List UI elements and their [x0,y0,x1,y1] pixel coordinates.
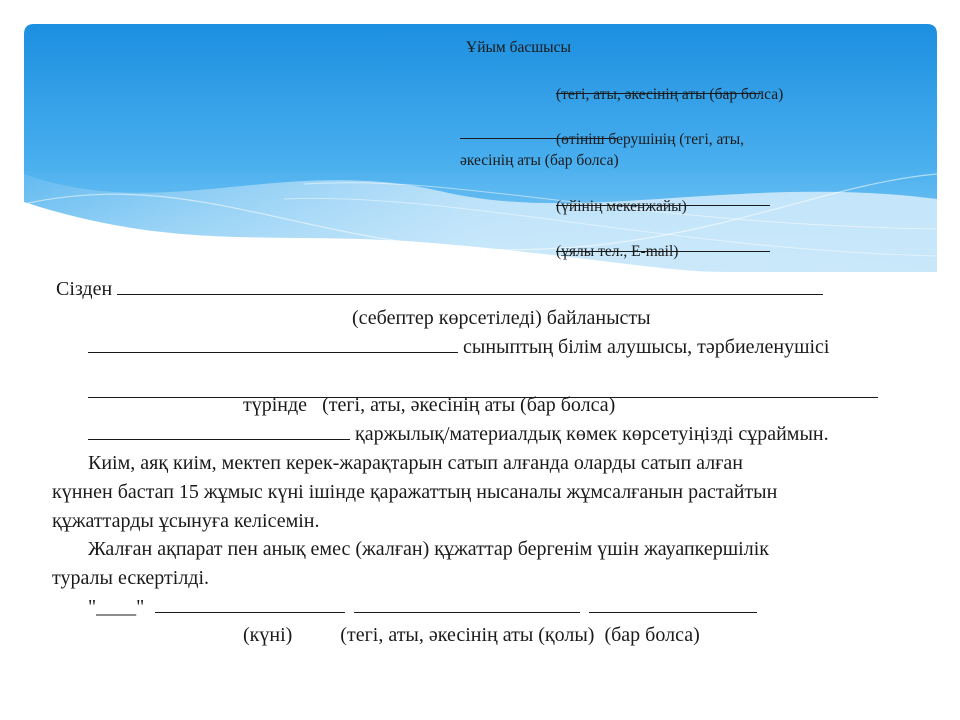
aid-blank [88,438,350,440]
aid-request: қаржылық/материалдық көмек көрсетуіңізді сұраймын. [355,423,829,445]
paragraph2-line2: туралы ескертілді. [52,567,210,589]
paragraph1-line3: құжаттарды ұсынуға келісемін. [52,510,320,532]
signer-name-caption: (тегі, аты, әкесінің аты (қолы) (бар болса) [340,624,700,646]
body-line6 [88,423,829,446]
applicant-caption-line2: әкесінің аты (бар болса) [460,152,619,169]
body-line1 [56,278,823,301]
turinde-label: түрінде [243,394,308,416]
class-blank [88,351,458,353]
contact-caption: (ұялы тел., E-mail) [556,243,679,260]
student-name-caption: (тегі, аты, әкесінің аты (бар болса) [322,394,616,416]
reason-caption: (себептер көрсетіледі) байланысты [352,307,651,329]
recipient-name-caption: (тегі, аты, әкесінің аты (бар болса) [556,86,784,103]
paragraph2-line1: Жалған ақпарат пен анық емес (жалған) құжаттар бергенім үшін жауапкершілік [88,538,769,560]
header-banner [24,24,937,272]
wave-background [24,24,937,272]
date-blank [155,611,345,613]
paragraph1-line2: күннен бастап 15 жұмыс күні ішінде қаражаттың нысаналы жұмсалғанын растайтын [52,481,778,503]
body-line5 [243,394,615,417]
name-blank [354,611,580,613]
date-mark: "____" [88,596,145,618]
reason-blank [117,293,823,295]
sizden-label: Сізден [56,278,113,300]
signature-blank [589,611,757,613]
day-caption: (күні) [243,624,293,646]
signature-line [88,596,757,619]
address-caption: (үйінің мекенжайы) [556,198,687,215]
body-line3 [88,336,829,359]
paragraph1-line1: Киім, аяқ киім, мектеп керек-жарақтарын сатып алғанда оларды сатып алған [88,452,743,474]
signature-captions [243,624,700,647]
recipient-title: Ұйым басшысы [466,39,571,56]
applicant-caption-line1: (өтініш берушінің (тегі, аты, [556,131,745,148]
class-suffix: сыныптың білім алушысы, тәрбиеленушісі [463,336,830,358]
